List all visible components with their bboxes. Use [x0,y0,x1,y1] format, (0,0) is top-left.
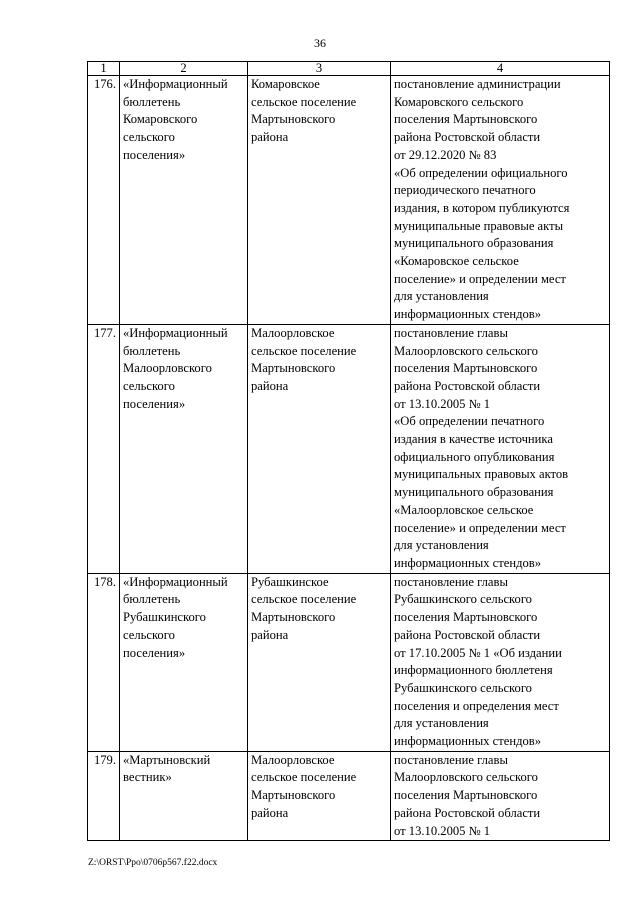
cell-line: постановление главы [394,325,508,340]
cell-line: «Информационный [123,574,228,589]
cell-line: поселения Мартыновского [394,610,538,625]
cell-line: поселения и определения мест [394,698,559,713]
cell-line: поселения» [123,147,186,162]
cell-line: издания, в котором публикуются [394,200,570,215]
cell-line: поселения Мартыновского [394,361,538,376]
cell-line: Рубашкинского [123,610,206,625]
row-number: 178. [88,573,120,751]
cell-line: сельское поселение [251,343,357,358]
cell-line: поселение» и определении мест [394,271,566,286]
row-number: 176. [88,76,120,325]
cell-line: Мартыновского [251,361,336,376]
municipality-cell [248,324,391,573]
cell-line: поселения» [123,396,186,411]
cell-line: района [251,130,289,145]
cell-line: официального опубликования [394,449,555,464]
cell-line: района [251,627,289,642]
cell-line: от 13.10.2005 № 1 [394,396,491,411]
cell-line: муниципального образования [394,485,554,500]
row-number: 177. [88,324,120,573]
cell-line: постановление администрации [394,77,561,91]
cell-line: сельского [123,378,175,393]
cell-line: бюллетень [123,94,181,109]
cell-line: муниципального образования [394,236,554,251]
cell-line: периодического печатного [394,183,536,198]
cell-line: Малоорловского сельского [394,343,538,358]
cell-line: для установления [394,289,489,304]
row-number: 179. [88,751,120,841]
cell-line: муниципальные правовые акты [394,218,564,233]
cell-line: от 29.12.2020 № 83 [394,147,497,162]
cell-line: района Ростовской области [394,378,541,393]
table-row [88,76,610,325]
legal-act-cell [391,324,610,573]
cell-line: района [251,805,289,820]
cell-line: Рубашкинское [251,574,329,589]
publication-name-cell [120,324,248,573]
table-row [88,751,610,841]
cell-line: Рубашкинского сельского [394,680,532,695]
cell-line: бюллетень [123,343,181,358]
cell-line: для установления [394,538,489,553]
cell-line: Малоорловского сельского [394,770,538,785]
table-header-row [88,62,610,76]
cell-line: поселения Мартыновского [394,112,538,127]
column-header: 3 [248,62,391,76]
cell-line: сельское поселение [251,592,357,607]
cell-line: «Малоорловское сельское [394,502,534,517]
file-path-footer: Z:\ORST\Ppo\0706p567.f22.docx [88,858,218,868]
cell-line: Комаровского [123,112,198,127]
table-row [88,573,610,751]
cell-line: муниципальных правовых актов [394,467,569,482]
cell-line: поселения» [123,645,186,660]
cell-line: Малоорловского [123,361,212,376]
cell-line: «Комаровское сельское [394,254,519,269]
table-body [88,76,610,841]
cell-line: вестник» [123,770,172,785]
cell-line: сельского [123,130,175,145]
cell-line: от 13.10.2005 № 1 [394,823,491,838]
cell-line: «Мартыновский [123,752,211,767]
column-header: 4 [391,62,610,76]
cell-line: сельского [123,627,175,642]
legal-act-cell [391,573,610,751]
legal-act-cell [391,751,610,841]
cell-line: Комаровское [251,77,320,91]
cell-line: Мартыновского [251,112,336,127]
municipality-cell [248,76,391,325]
column-header: 2 [120,62,248,76]
cell-line: постановление главы [394,752,508,767]
cell-line: информационных стендов» [394,307,542,322]
publication-name-cell [120,573,248,751]
cell-line: района Ростовской области [394,130,541,145]
cell-line: поселение» и определении мест [394,520,566,535]
cell-line: бюллетень [123,592,181,607]
cell-line: Комаровского сельского [394,94,524,109]
cell-line: Мартыновского [251,610,336,625]
cell-line: Малоорловское [251,325,335,340]
cell-line: информационных стендов» [394,555,542,570]
cell-line: «Об определении официального [394,165,568,180]
cell-line: района Ростовской области [394,627,541,642]
cell-line: сельское поселение [251,94,357,109]
cell-line: Рубашкинского сельского [394,592,532,607]
cell-line: поселения Мартыновского [394,788,538,803]
publication-name-cell [120,76,248,325]
cell-line: сельское поселение [251,770,357,785]
cell-line: Малоорловское [251,752,335,767]
cell-line: района [251,378,289,393]
cell-line: «Об определении печатного [394,414,545,429]
municipality-cell [248,751,391,841]
cell-line: издания в качестве источника [394,432,553,447]
cell-line: от 17.10.2005 № 1 «Об издании [394,645,562,660]
municipality-cell [248,573,391,751]
cell-line: информационного бюллетеня [394,663,553,678]
legal-act-cell [391,76,610,325]
column-header: 1 [88,62,120,76]
cell-line: постановление главы [394,574,508,589]
cell-line: «Информационный [123,325,228,340]
cell-line: для установления [394,716,489,731]
cell-line: района Ростовской области [394,805,541,820]
cell-line: Мартыновского [251,788,336,803]
publication-name-cell [120,751,248,841]
registry-table [87,61,610,841]
page-number: 36 [314,36,326,50]
table-row [88,324,610,573]
cell-line: «Информационный [123,77,228,91]
cell-line: информационных стендов» [394,734,542,749]
